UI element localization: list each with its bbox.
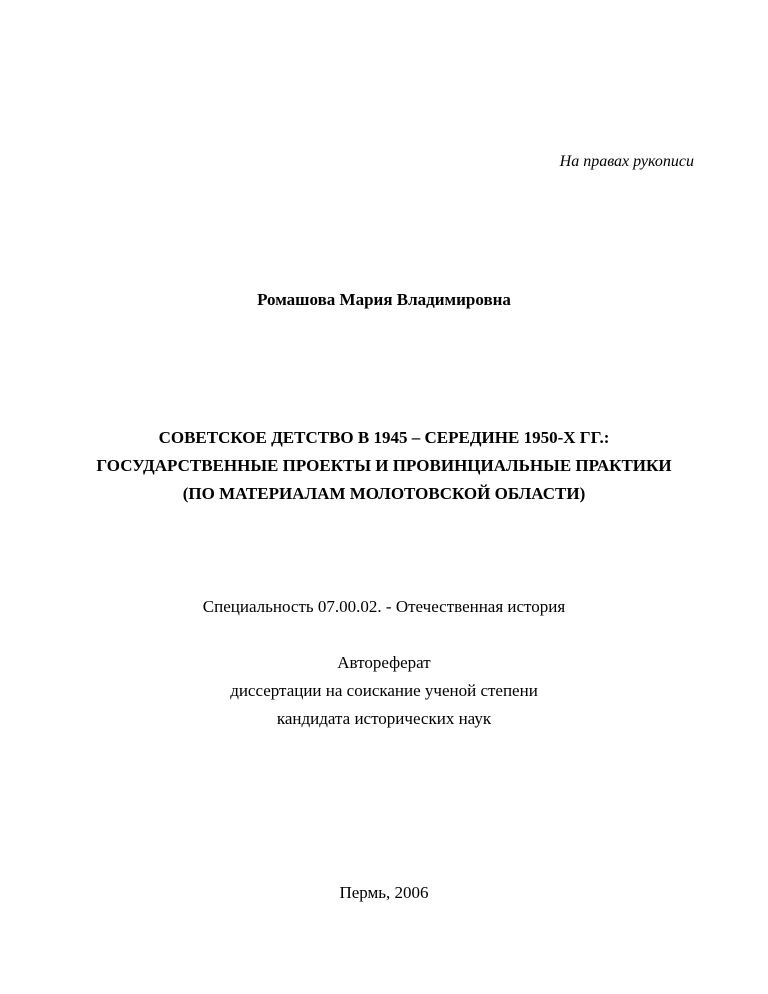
abstract-type: Автореферат — [337, 653, 431, 672]
title-line-3: (ПО МАТЕРИАЛАМ МОЛОТОВСКОЙ ОБЛАСТИ) — [182, 484, 586, 503]
abstract-degree: кандидата исторических наук — [276, 709, 492, 728]
author-name: Ромашова Мария Владимировна — [257, 290, 511, 309]
title-line-2: ГОСУДАРСТВЕННЫЕ ПРОЕКТЫ И ПРОВИНЦИАЛЬНЫЕ ПРАКТИКИ — [96, 456, 672, 475]
place-year: Пермь, 2006 — [339, 883, 429, 902]
abstract-purpose: диссертации на соискание ученой степени — [230, 681, 538, 700]
title-line-1: СОВЕТСКОЕ ДЕТСТВО В 1945 – СЕРЕДИНЕ 1950-Х ГГ.: — [158, 428, 610, 447]
rights-note: На правах рукописи — [559, 153, 694, 170]
specialty-line: Специальность 07.00.02. - Отечественная история — [202, 597, 566, 616]
